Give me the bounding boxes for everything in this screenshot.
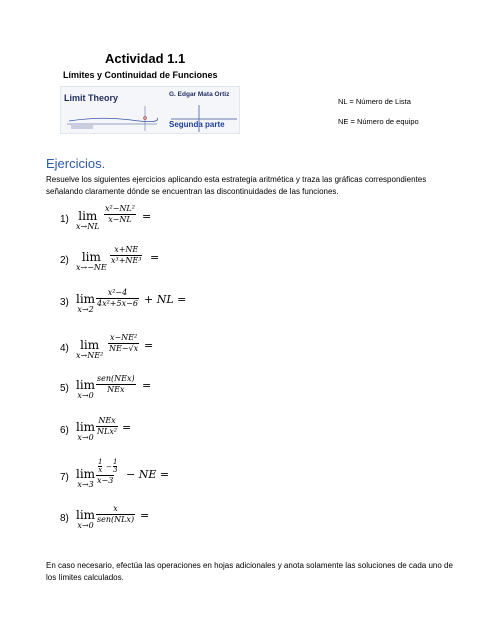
footer-note: En caso necesario, efectúa las operaciones en hojas adicionales y anota solamente las soluciones de cada uno de los límites calculados. xyxy=(46,561,453,582)
exercise-number: 2) xyxy=(60,255,69,266)
expression-tail: + NL = xyxy=(144,293,187,306)
expression-tail: = xyxy=(144,339,154,352)
mini-fraction: 1 3 xyxy=(113,458,118,474)
banner-author: G. Edgar Mata Ortiz xyxy=(169,91,230,98)
limit-operator: lim x→3 xyxy=(76,467,96,489)
expression-tail: = xyxy=(142,210,152,223)
limit-operator: lim x→0 xyxy=(76,420,96,442)
expression-tail: = xyxy=(142,379,152,392)
instructions-text: Resuelve los siguientes ejercicios aplicando esta estrategia aritmética y traza las gráficas correspondientes señalando claramente dónde se encuentran las discontinuidades de las funciones. xyxy=(46,175,427,196)
expression-tail: = xyxy=(122,421,132,434)
page-subtitle: Límites y Continuidad de Funciones xyxy=(63,70,218,80)
limit-operator: lim x→0 xyxy=(76,378,96,400)
exercise-number: 1) xyxy=(60,214,69,225)
fraction: $\frac{\text{x²−NL²}}{x-NL}$ xyxy=(105,204,135,224)
legend-nl: NL = Número de Lista xyxy=(338,97,411,106)
limit-operator: lim x→−NE xyxy=(76,250,107,272)
fraction: $\frac{x+NE}{\text{x³+NE³}}$ xyxy=(111,245,142,265)
expression-tail: = xyxy=(140,509,150,522)
exercise-number: 7) xyxy=(60,472,69,483)
fraction: sen(NEx) NEx xyxy=(97,374,135,394)
mini-fraction: 1 x xyxy=(98,458,103,474)
legend-ne: NE = Número de equipo xyxy=(338,117,419,126)
expression-tail: = xyxy=(150,251,160,264)
minus-sign: − xyxy=(106,463,112,471)
fraction: NEx NLx² xyxy=(97,416,118,436)
exercise-number: 3) xyxy=(60,297,69,308)
banner-logo-text: Limit Theory xyxy=(64,93,119,103)
exercise-number: 4) xyxy=(60,343,69,354)
fraction: $\frac{\text{x²−4}}{\text{4x²+5x−6}}$ xyxy=(97,288,138,308)
fraction: 1 x − 1 3 x−3 xyxy=(97,458,118,485)
page-title: Actividad 1.1 xyxy=(105,51,186,66)
exercise-number: 8) xyxy=(60,513,69,524)
banner-part: Segunda parte xyxy=(169,120,225,129)
expression-tail: − NE = xyxy=(126,468,170,481)
exercise-number: 5) xyxy=(60,383,69,394)
section-title: Ejercicios. xyxy=(46,156,106,171)
banner-axes-icon xyxy=(61,87,239,133)
header-banner xyxy=(60,86,240,134)
limit-operator: lim x→NE² xyxy=(76,338,104,360)
exercise-number: 6) xyxy=(60,425,69,436)
fraction: $\frac{\text{x−NE²}}{NE-√x}$ xyxy=(109,333,139,353)
limit-operator: lim x→2 xyxy=(76,292,96,314)
limit-operator: lim x→0 xyxy=(76,508,96,530)
limit-operator: lim x→NL xyxy=(76,209,100,231)
fraction: x sen(NLx) xyxy=(97,504,135,524)
